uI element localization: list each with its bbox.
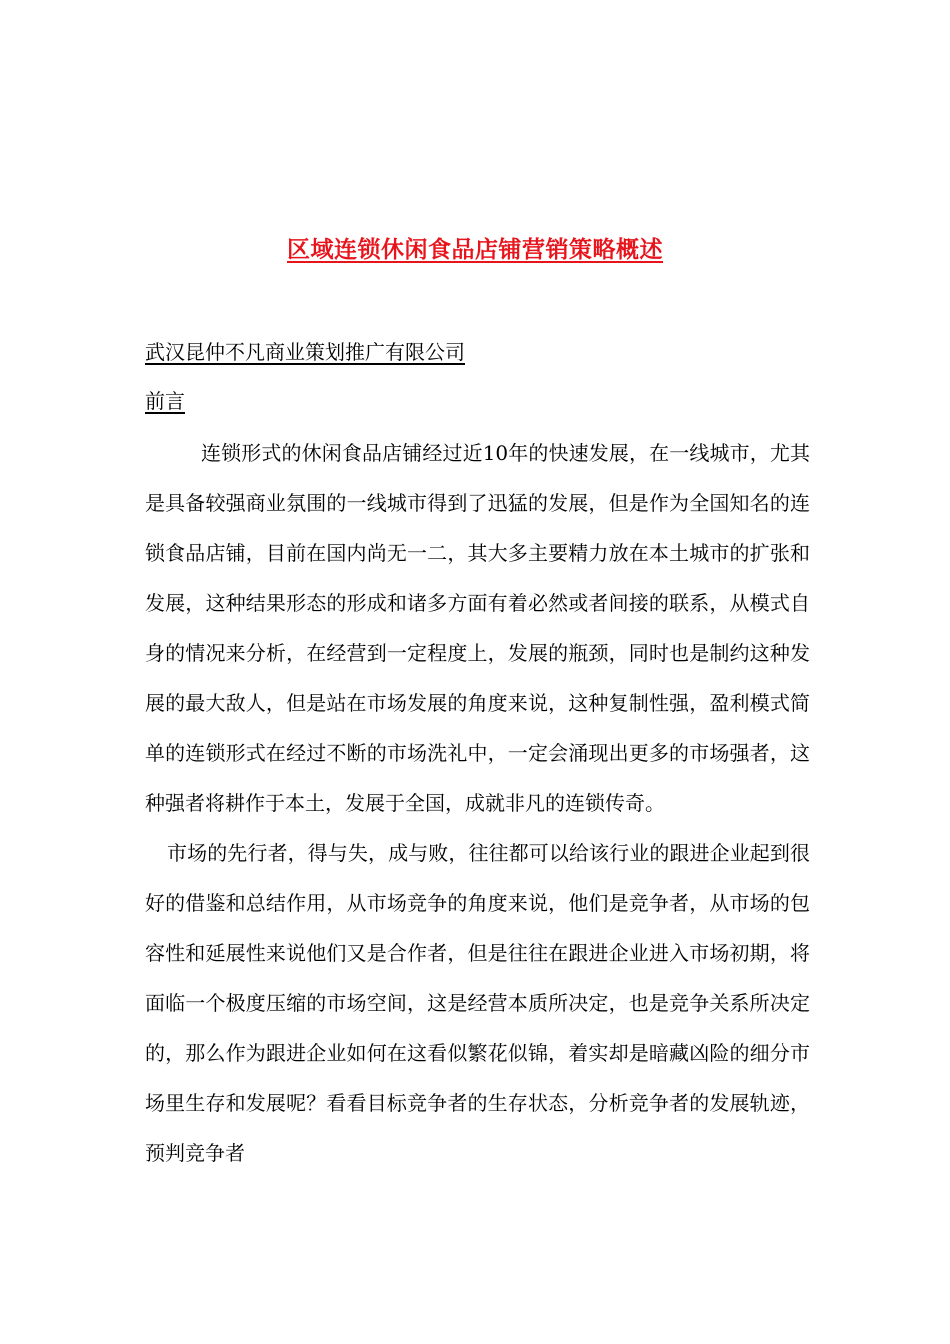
paragraph-1: 连锁形式的休闲食品店铺经过近10年的快速发展，在一线城市，尤其是具备较强商业氛围的一线城市得到了迅猛的发展，但是作为全国知名的连锁食品店铺，目前在国内尚无一二，其大多主要精力放在本土城市的扩张和发展，这种结果形态的形成和诸多方面有着必然或者间接的联系，从模式自身的情况来分析，在经营到一定程度上，发展的瓶颈，同时也是制约这种发展的最大敌人，但是站在市场发展的角度来说，这种复制性强，盈利模式简单的连锁形式在经过不断的市场洗礼中，一定会涌现出更多的市场强者，这种强者将耕作于本土，发展于全国，成就非凡的连锁传奇。 (145, 441, 810, 815)
document-title-text: 区域连锁休闲食品店铺营销策略概述 (287, 236, 663, 263)
document-body (145, 428, 810, 1178)
document-title (0, 232, 950, 268)
company-name: 武汉昆仲不凡商业策划推广有限公司 (145, 340, 465, 364)
section-heading-preface: 前言 (145, 389, 185, 413)
paragraph-2: 市场的先行者，得与失，成与败，往往都可以给该行业的跟进企业起到很好的借鉴和总结作用，从市场竞争的角度来说，他们是竞争者，从市场的包容性和延展性来说他们又是合作者，但是往往在跟进企业进入市场初期，将面临一个极度压缩的市场空间，这是经营本质所决定，也是竞争关系所决定的，那么作为跟进企业如何在这看似繁花似锦，着实却是暗藏凶险的细分市场里生存和发展呢？看看目标竞争者的生存状态，分析竞争者的发展轨迹，预判竞争者 (145, 841, 810, 1165)
